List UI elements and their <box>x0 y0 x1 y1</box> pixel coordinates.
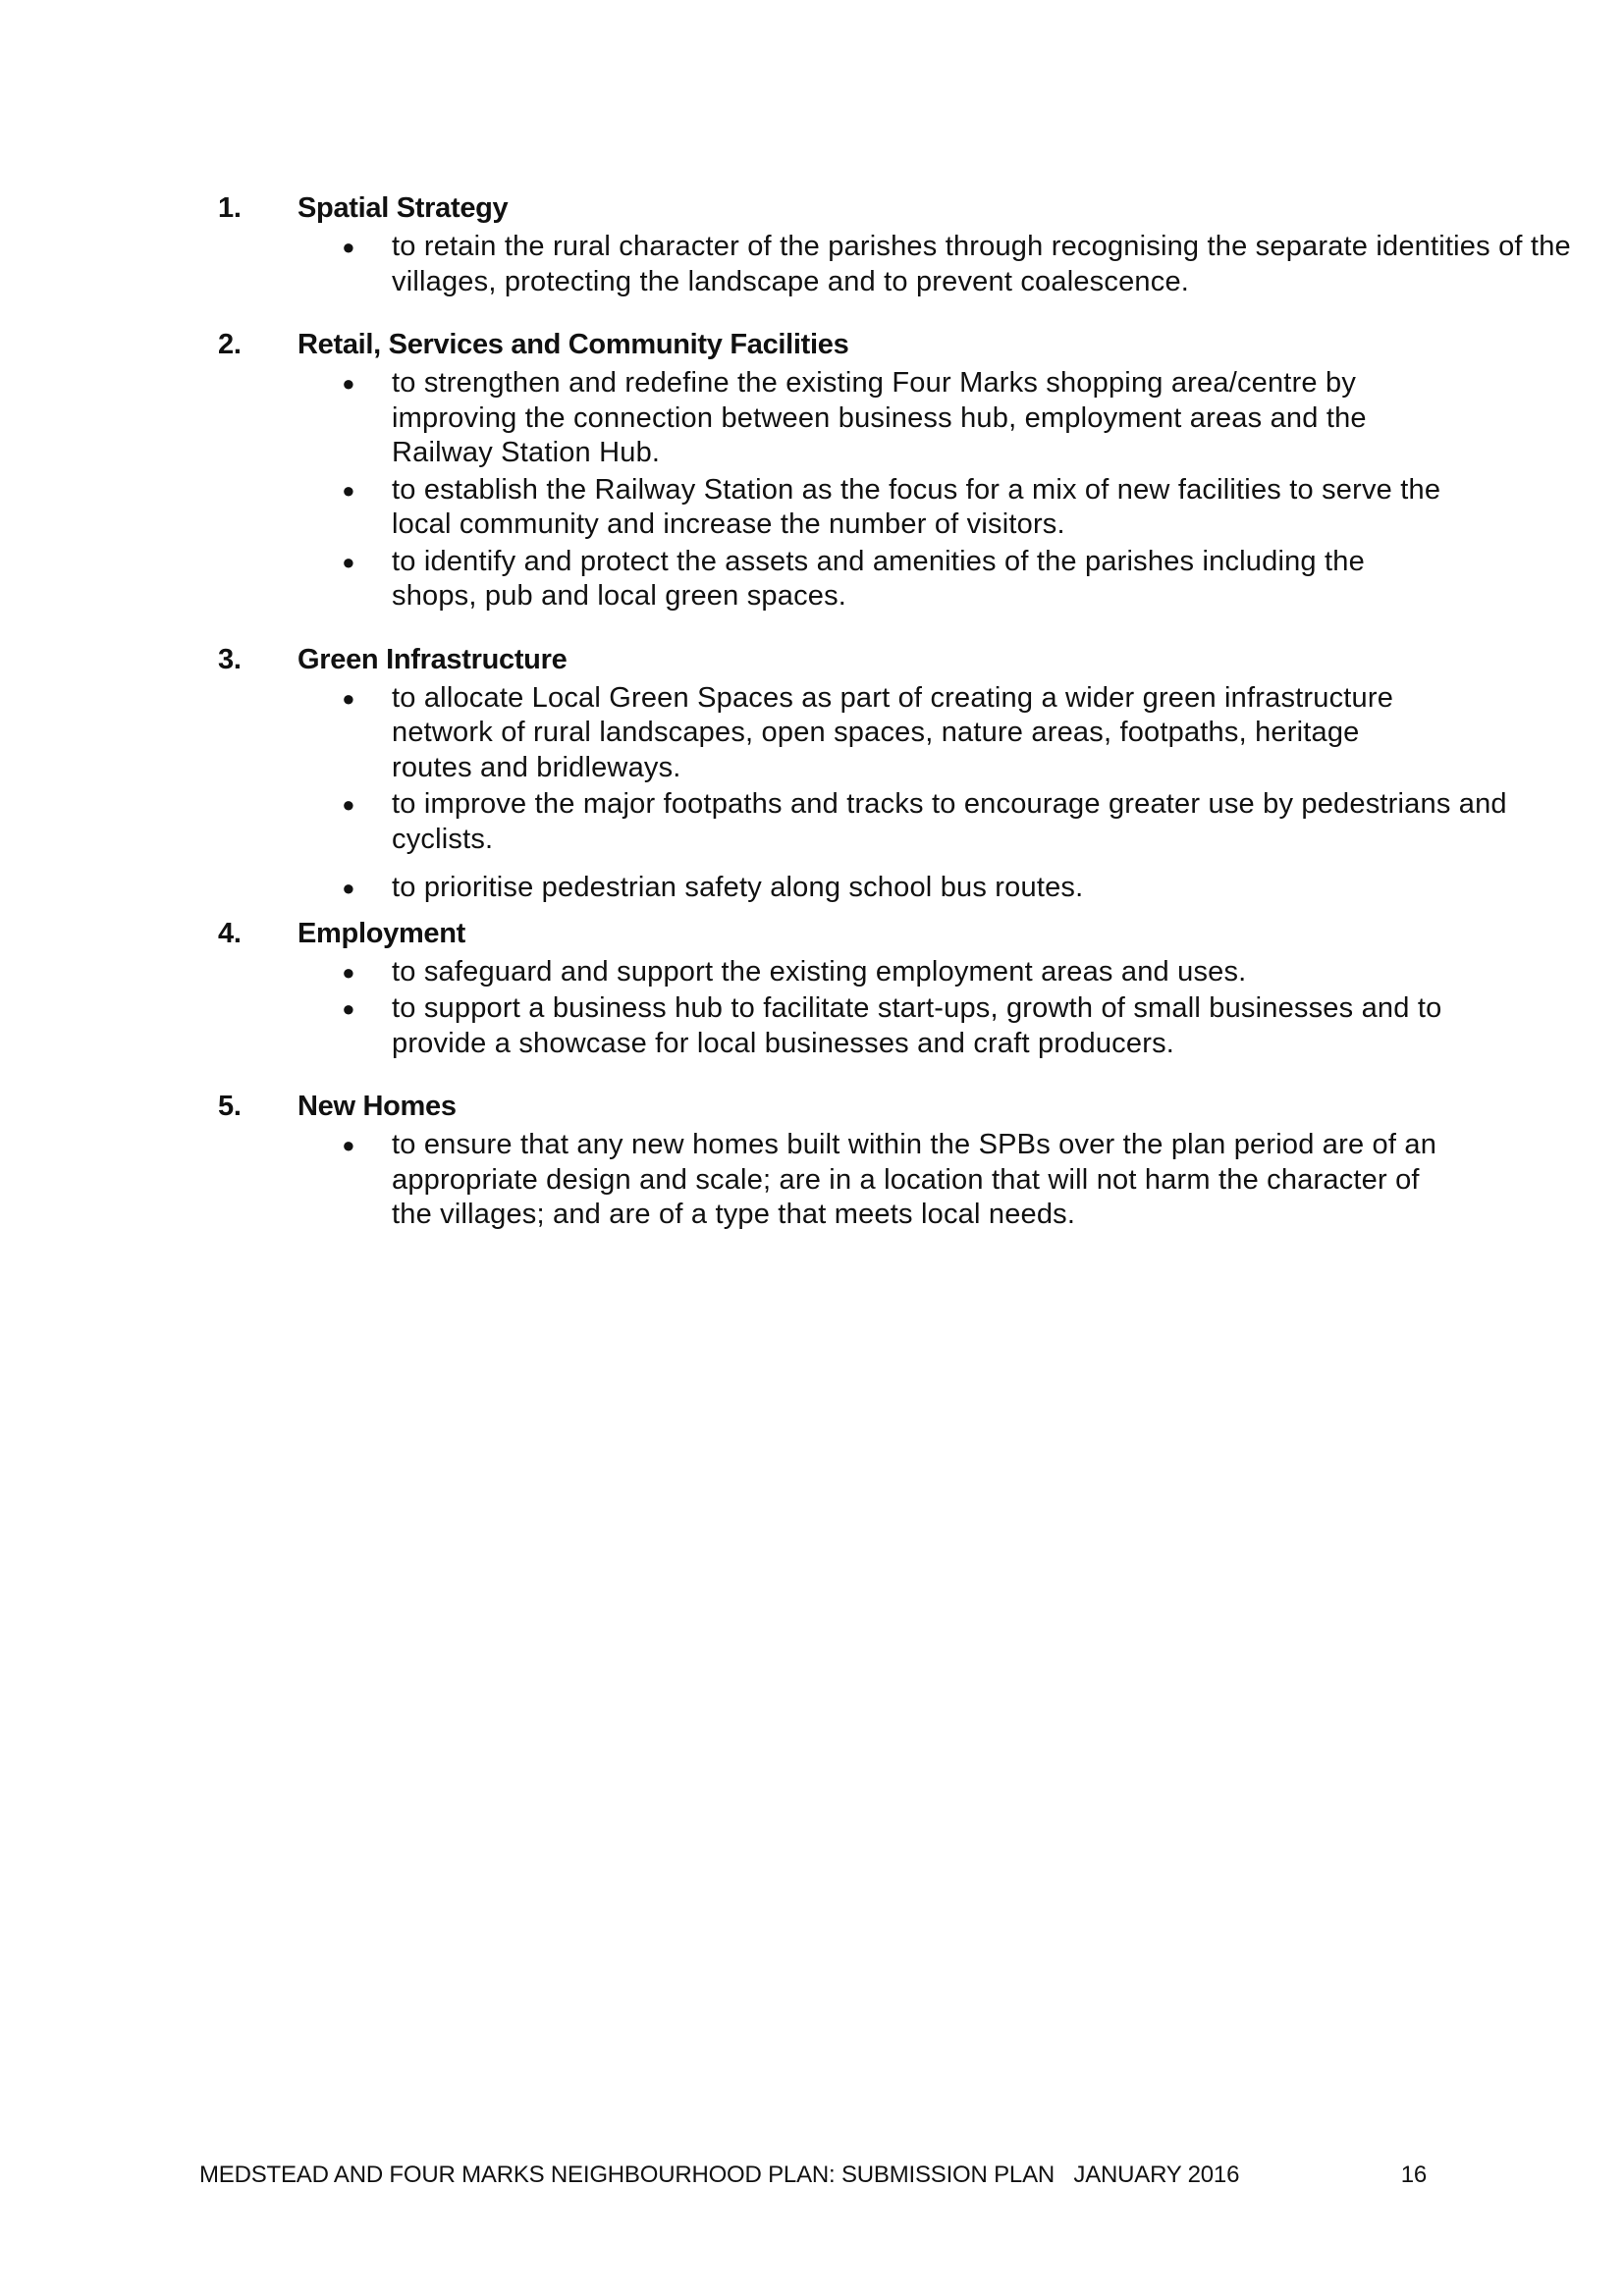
section-number: 5. <box>218 1091 242 1122</box>
section-title: New Homes <box>298 1091 457 1122</box>
bullet-text: to safeguard and support the existing employment areas and uses. <box>392 955 1247 988</box>
section-heading <box>218 329 1455 366</box>
list-item <box>218 871 1455 906</box>
section-title: Spatial Strategy <box>298 192 509 224</box>
page-footer <box>199 2162 1427 2189</box>
section-title: Employment <box>298 917 466 949</box>
list-item <box>218 1128 1455 1233</box>
section-heading <box>218 644 1455 681</box>
bullet-dot-icon: ● <box>342 549 355 574</box>
section-heading <box>218 1091 1455 1128</box>
bullet-list <box>218 1128 1455 1233</box>
section-heading <box>218 918 1455 955</box>
bullet-text: to improve the major footpaths and tracks to encourage greater use by pedestrians and cyclists. <box>392 788 1507 855</box>
bullet-list <box>218 681 1507 906</box>
bullet-text: to retain the rural character of the parishes through recognising the separate identities of the villages, protecting the landscape and to prevent coalescence. <box>392 231 1571 297</box>
bullet-list <box>218 366 1455 614</box>
list-item <box>218 473 1455 543</box>
bullet-dot-icon: ● <box>342 1133 355 1157</box>
bullet-text: to allocate Local Green Spaces as part of creating a wider green infrastructure network of rural landscapes, open spaces, nature areas, footpaths, heritage routes and bridleways. <box>392 681 1394 783</box>
bullet-text: to strengthen and redefine the existing Four Marks shopping area/centre by improving the connection between business hub, employment areas and the Railway Station Hub. <box>392 367 1367 468</box>
bullet-dot-icon: ● <box>342 792 355 817</box>
list-item <box>218 230 1619 299</box>
section-retail-services <box>218 329 1455 614</box>
bullet-text: to ensure that any new homes built within the SPBs over the plan period are of an appropriate design and scale; are in a location that will not harm the character of the villages; and are of a type that meets local needs. <box>392 1129 1437 1230</box>
bullet-text: to prioritise pedestrian safety along school bus routes. <box>392 872 1084 903</box>
page-number: 16 <box>1400 2162 1427 2188</box>
bullet-list <box>218 230 1571 299</box>
bullet-text: to support a business hub to facilitate start-ups, growth of small businesses and to provide a showcase for local businesses and craft producers. <box>392 992 1442 1059</box>
bullet-dot-icon: ● <box>342 685 355 711</box>
bullet-text: to identify and protect the assets and amenities of the parishes including the shops, pub and local green spaces. <box>392 545 1365 612</box>
objectives-list <box>218 192 1571 1233</box>
list-item <box>218 366 1455 471</box>
list-item <box>218 681 1455 786</box>
section-title: Retail, Services and Community Facilities <box>298 329 849 360</box>
section-spatial-strategy <box>218 192 1571 299</box>
section-green-infrastructure <box>218 643 1507 906</box>
bullet-dot-icon: ● <box>342 996 355 1021</box>
section-number: 3. <box>218 643 242 675</box>
section-number: 1. <box>218 192 242 224</box>
bullet-dot-icon: ● <box>342 959 355 985</box>
list-item <box>218 787 1550 857</box>
section-number: 2. <box>218 329 242 360</box>
bullet-dot-icon: ● <box>342 371 355 396</box>
section-new-homes <box>218 1091 1455 1233</box>
bullet-dot-icon: ● <box>342 477 355 503</box>
bullet-text: to establish the Railway Station as the focus for a mix of new facilities to serve the local community and increase the number of visitors. <box>392 473 1441 540</box>
section-number: 4. <box>218 917 242 949</box>
list-item <box>218 545 1455 614</box>
section-employment <box>218 918 1455 1062</box>
bullet-dot-icon: ● <box>342 876 355 900</box>
footer-title: MEDSTEAD AND FOUR MARKS NEIGHBOURHOOD PLAN: SUBMISSION PLAN JANUARY 2016 <box>199 2162 1240 2188</box>
list-item <box>218 955 1455 990</box>
bullet-dot-icon: ● <box>342 235 355 259</box>
section-heading <box>218 192 1455 230</box>
list-item <box>218 991 1455 1061</box>
section-title: Green Infrastructure <box>298 643 568 675</box>
bullet-list <box>218 955 1455 1062</box>
